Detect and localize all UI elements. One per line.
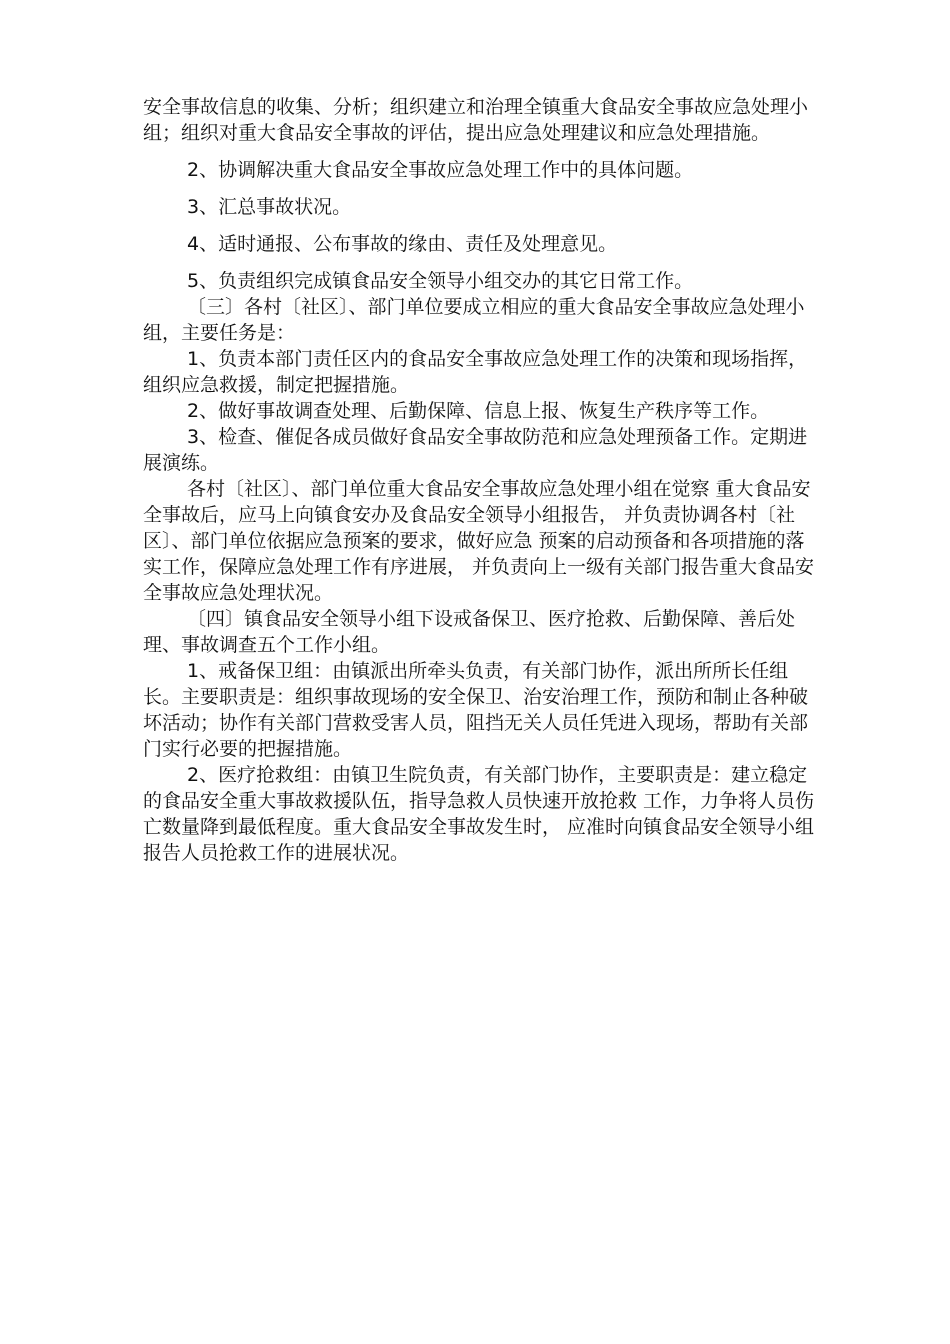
section-three-heading: 〔三〕各村〔社区〕、部门单位要成立相应的重大食品安全事故应急处理小组，主要任务是：	[143, 296, 805, 344]
village-responsibility-paragraph: 各村〔社区〕、部门单位重大食品安全事故应急处理小组在觉察 重大食品安全事故后，应马上向镇食安办及食品安全领导小组报告， 并负责协调各村〔社区〕、部门单位依据应急预案的要求，做好应急 预案的启动预备和各项措施的落实工作，保障应急处理工作有序进展， 并负责向上一级有关部门报告重大食品安全事故应急处理状况。	[143, 478, 815, 604]
section-three-item-1: 1、负责本部门责任区内的食品安全事故应急处理工作的决策和现场指挥，组织应急救援，制定把握措施。	[143, 348, 808, 396]
section-four-heading: 〔四〕镇食品安全领导小组下设戒备保卫、医疗抢救、后勤保障、善后处理、事故调查五个工作小组。	[143, 608, 796, 656]
paragraph-item-5: 5、负责组织完成镇食品安全领导小组交办的其它日常工作。	[187, 270, 694, 292]
medical-rescue-group-paragraph: 2、医疗抢救组：由镇卫生院负责，有关部门协作，主要职责是：建立稳定的食品安全重大事故救援队伍，指导急救人员快速开放抢救 工作，力争将人员伤亡数量降到最低程度。重大食品安全事故发生时， 应准时向镇食品安全领导小组报告人员抢救工作的进展状况。	[143, 764, 815, 864]
paragraph-continuation: 安全事故信息的收集、分析；组织建立和治理全镇重大食品安全事故应急处理小组；组织对重大食品安全事故的评估，提出应急处理建议和应急处理措施。	[143, 96, 809, 144]
paragraph-item-3: 3、汇总事故状况。	[187, 196, 352, 218]
section-three-item-3: 3、检查、催促各成员做好食品安全事故防范和应急处理预备工作。定期进展演练。	[143, 426, 808, 474]
paragraph-item-2: 2、协调解决重大食品安全事故应急处理工作中的具体问题。	[187, 159, 694, 181]
security-group-paragraph: 1、戒备保卫组：由镇派出所牵头负责，有关部门协作，派出所所长任组长。主要职责是：组织事故现场的安全保卫、治安治理工作，预防和制止各种破坏活动；协作有关部门营救受害人员，阻挡无关人员任凭进入现场，帮助有关部门实行必要的把握措施。	[143, 660, 809, 760]
section-three-item-2: 2、做好事故调查处理、后勤保障、信息上报、恢复生产秩序等工作。	[187, 400, 770, 422]
document-body	[143, 94, 815, 866]
paragraph-item-4: 4、适时通报、公布事故的缘由、责任及处理意见。	[187, 233, 618, 255]
